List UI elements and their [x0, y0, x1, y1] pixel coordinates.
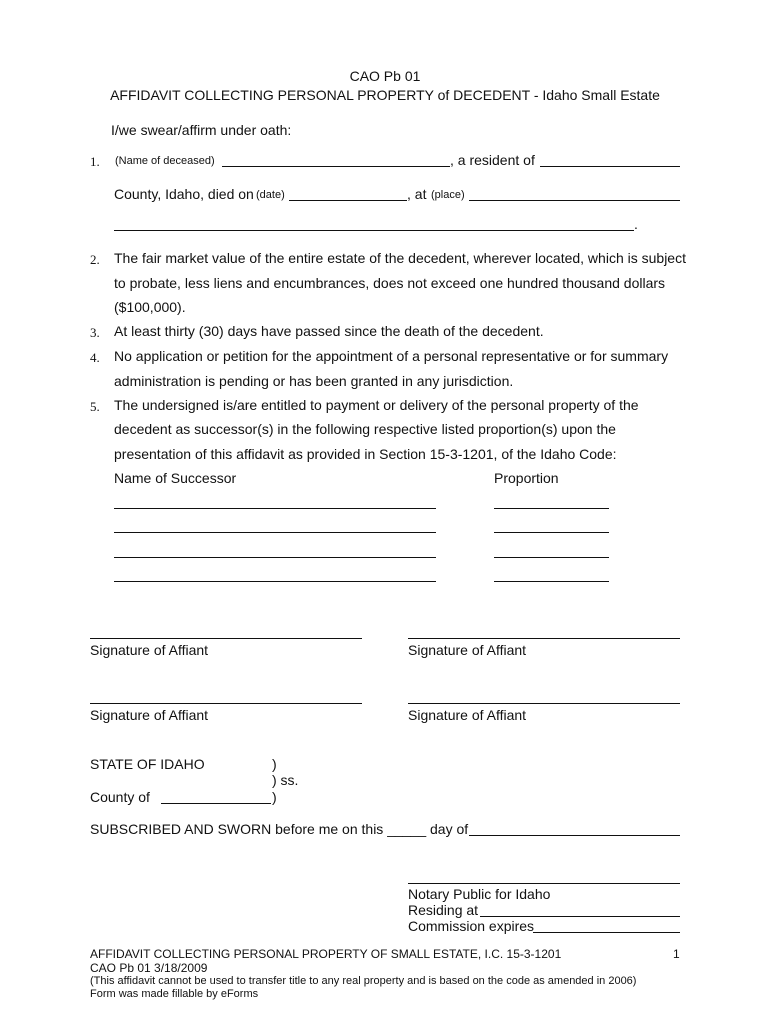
- successor-column-header: Name of Successor: [114, 470, 237, 486]
- date-label: (date): [256, 189, 285, 201]
- affiant-signature-field-1[interactable]: [90, 638, 362, 639]
- affiant-signature-label-2: Signature of Affiant: [408, 642, 527, 658]
- item-4-line-2: administration is pending or has been granted in any jurisdiction.: [114, 373, 514, 389]
- proportion-field[interactable]: [494, 581, 609, 582]
- county-of-label: County of: [90, 789, 150, 805]
- proportion-field[interactable]: [494, 557, 609, 558]
- page-title: AFFIDAVIT COLLECTING PERSONAL PROPERTY of DECEDENT - Idaho Small Estate: [110, 87, 660, 103]
- state-of-idaho: STATE OF IDAHO: [90, 756, 205, 772]
- item-4-line-1: No application or petition for the appointment of a personal representative or for summary: [114, 348, 669, 364]
- death-date-field[interactable]: [289, 200, 407, 201]
- item-3-number: 3.: [90, 325, 100, 340]
- successor-name-field[interactable]: [114, 508, 436, 509]
- place-label: (place): [431, 189, 465, 201]
- affiant-signature-field-3[interactable]: [90, 703, 362, 704]
- item-2-number: 2.: [90, 252, 100, 267]
- venue-county-field[interactable]: [161, 803, 271, 804]
- item-2-line-1: The fair market value of the entire estate of the decedent, wherever located, which is subject: [114, 250, 686, 266]
- death-place-field-continued[interactable]: [114, 230, 634, 231]
- notary-public-title: Notary Public for Idaho: [408, 886, 551, 902]
- notary-signature-field[interactable]: [408, 883, 680, 884]
- item-4-number: 4.: [90, 350, 100, 365]
- footer-disclaimer: (This affidavit cannot be used to transfer title to any real property and is based on the code as amended in 2006): [90, 975, 637, 987]
- item-5-number: 5.: [90, 399, 100, 414]
- residing-at-field[interactable]: [480, 916, 680, 917]
- proportion-column-header: Proportion: [494, 470, 559, 486]
- resident-text: , a resident of: [450, 152, 535, 168]
- subscribed-sworn-text: SUBSCRIBED AND SWORN before me on this _____ day of: [90, 821, 469, 837]
- death-place-field[interactable]: [469, 200, 680, 201]
- item-2-line-2: to probate, less liens and encumbrances, does not exceed one hundred thousand dollars: [114, 275, 666, 291]
- affiant-signature-field-4[interactable]: [408, 703, 680, 704]
- item-5-line-1: The undersigned is/are entitled to payment or delivery of the personal property of the: [114, 397, 639, 413]
- item-2-line-3: ($100,000).: [114, 299, 186, 315]
- residing-at-label: Residing at: [408, 902, 479, 918]
- intro-text: I/we swear/affirm under oath:: [111, 122, 292, 138]
- county-died-text: County, Idaho, died on: [114, 186, 254, 202]
- affiant-signature-label-3: Signature of Affiant: [90, 707, 209, 723]
- venue-paren-bottom: ): [272, 789, 277, 805]
- affiant-signature-field-2[interactable]: [408, 638, 680, 639]
- item-1-period: .: [634, 216, 638, 232]
- successor-name-field[interactable]: [114, 581, 436, 582]
- at-text: , at: [407, 186, 427, 202]
- form-code: CAO Pb 01: [349, 68, 421, 84]
- page-number: 1: [673, 947, 680, 961]
- venue-paren-top: ): [272, 756, 277, 772]
- jurat-month-year-field[interactable]: [469, 835, 680, 836]
- item-1-number: 1.: [90, 154, 100, 169]
- successor-name-field[interactable]: [114, 532, 436, 533]
- affiant-signature-label-1: Signature of Affiant: [90, 642, 209, 658]
- resident-county-field[interactable]: [540, 166, 680, 167]
- affiant-signature-label-4: Signature of Affiant: [408, 707, 527, 723]
- commission-expires-label: Commission expires: [408, 918, 535, 934]
- footer-title: AFFIDAVIT COLLECTING PERSONAL PROPERTY OF SMALL ESTATE, I.C. 15-3-1201: [90, 947, 562, 961]
- deceased-name-label: (Name of deceased): [115, 155, 215, 167]
- item-5-line-2: decedent as successor(s) in the following respective listed proportion(s) upon the: [114, 421, 616, 437]
- proportion-field[interactable]: [494, 508, 609, 509]
- item-3-text: At least thirty (30) days have passed since the death of the decedent.: [114, 323, 544, 339]
- footer-eforms-note: Form was made fillable by eForms: [90, 988, 259, 1000]
- commission-expires-field[interactable]: [533, 932, 680, 933]
- footer-form-version: CAO Pb 01 3/18/2009: [90, 961, 208, 975]
- successor-name-field[interactable]: [114, 557, 436, 558]
- proportion-field[interactable]: [494, 532, 609, 533]
- item-5-line-3: presentation of this affidavit as provided in Section 15-3-1201, of the Idaho Code:: [114, 446, 617, 462]
- deceased-name-field[interactable]: [222, 166, 450, 167]
- venue-ss: ) ss.: [272, 772, 299, 788]
